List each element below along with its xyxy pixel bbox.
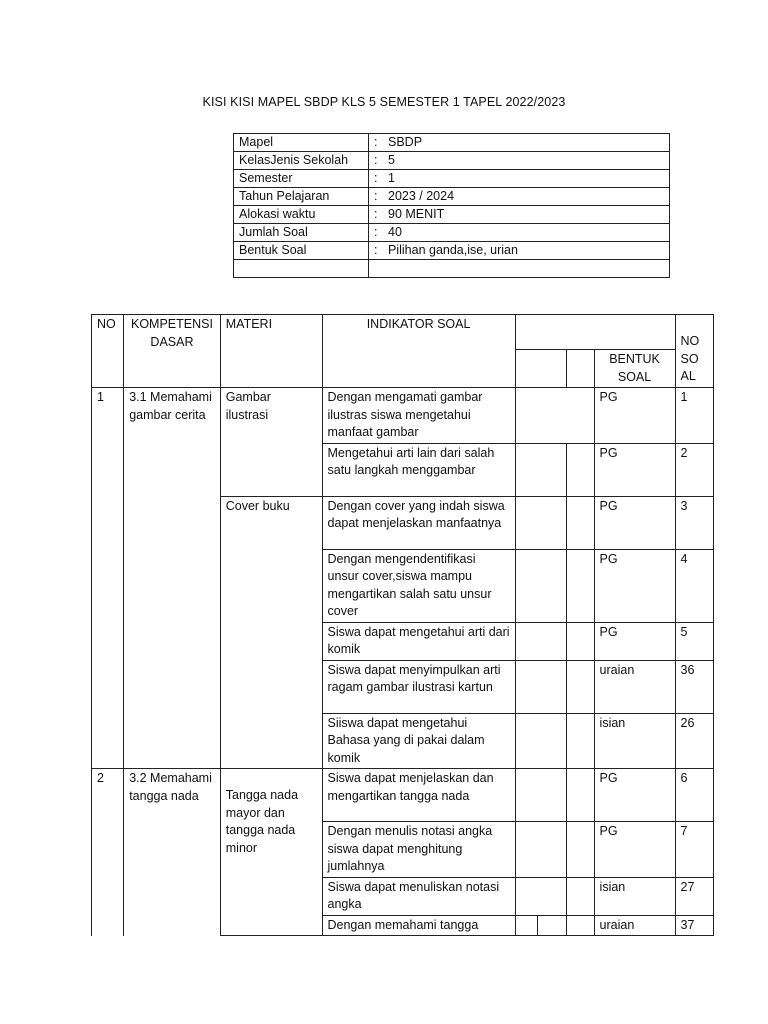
- info-row: [234, 188, 670, 206]
- nosoal-cell: 7: [675, 822, 713, 878]
- indikator-cell: Dengan mengamati gambar ilustras siswa mengetahui manfaat gambar: [322, 388, 515, 444]
- blank-cell: [515, 388, 594, 444]
- table-row: [92, 769, 714, 822]
- info-label: Jumlah Soal: [234, 224, 369, 242]
- nosoal-cell: 2: [675, 443, 713, 496]
- indikator-cell: Dengan menulis notasi angka siswa dapat menghitung jumlahnya: [322, 822, 515, 878]
- info-value-cell: [369, 224, 670, 242]
- group-number: 1: [92, 388, 124, 769]
- competency-basic: 3.1 Memahami gambar cerita: [124, 388, 221, 769]
- competency-basic: 3.2 Memahami tangga nada: [124, 769, 221, 936]
- bentuk-cell: PG: [594, 769, 675, 822]
- indikator-cell: Dengan mengendentifikasi unsur cover,siswa mampu mengartikan salah satu unsur cover: [322, 549, 515, 622]
- header-kompetensi-dasar: KOMPETENSI DASAR: [124, 315, 221, 388]
- indikator-cell: Siswa dapat menuliskan notasi angka: [322, 877, 515, 915]
- header-blank-a: [515, 350, 566, 388]
- nosoal-cell: 3: [675, 496, 713, 549]
- bentuk-cell: PG: [594, 549, 675, 622]
- bentuk-cell: uraian: [594, 660, 675, 713]
- header-no: NO: [92, 315, 124, 388]
- blank-cell: [515, 877, 566, 915]
- info-value: Pilihan ganda,ise, urian: [388, 243, 518, 257]
- bentuk-cell: PG: [594, 388, 675, 444]
- info-row: [234, 242, 670, 260]
- blank-cell: [515, 549, 566, 622]
- bentuk-cell: isian: [594, 713, 675, 769]
- blank-cell: [566, 822, 594, 878]
- nosoal-cell: 1: [675, 388, 713, 444]
- kisi-kisi-table: [91, 314, 714, 936]
- nosoal-cell: 26: [675, 713, 713, 769]
- indikator-cell: Dengan memahami tangga: [322, 915, 515, 936]
- nosoal-cell: 4: [675, 549, 713, 622]
- bentuk-cell: uraian: [594, 915, 675, 936]
- info-row: [234, 170, 670, 188]
- info-label: Mapel: [234, 134, 369, 152]
- info-label: Tahun Pelajaran: [234, 188, 369, 206]
- blank-cell: [566, 769, 594, 822]
- info-row: [234, 206, 670, 224]
- bentuk-cell: PG: [594, 496, 675, 549]
- info-value-cell: [369, 188, 670, 206]
- materi-cell: Tangga nada mayor dan tangga nada minor: [220, 769, 322, 936]
- blank-cell: [566, 622, 594, 660]
- info-value-cell: [369, 170, 670, 188]
- info-value: SBDP: [388, 135, 423, 149]
- nosoal-cell: 6: [675, 769, 713, 822]
- blank-cell: [515, 660, 566, 713]
- info-colon: :: [374, 189, 378, 203]
- info-label-empty: [234, 260, 369, 278]
- info-value: 2023 / 2024: [388, 189, 455, 203]
- info-value-cell: [369, 242, 670, 260]
- bentuk-cell: isian: [594, 877, 675, 915]
- blank-cell: [566, 549, 594, 622]
- materi-cell: Gambar ilustrasi: [220, 388, 322, 497]
- indikator-cell: Dengan cover yang indah siswa dapat menjelaskan manfaatnya: [322, 496, 515, 549]
- info-row: [234, 152, 670, 170]
- blank-cell: [566, 443, 594, 496]
- info-label: Bentuk Soal: [234, 242, 369, 260]
- info-row: [234, 224, 670, 242]
- info-value-cell: [369, 152, 670, 170]
- blank-cell: [515, 443, 566, 496]
- info-colon: :: [374, 171, 378, 185]
- blank-cell: [538, 915, 566, 936]
- subject-info-table: [233, 133, 670, 278]
- nosoal-cell: 36: [675, 660, 713, 713]
- info-value: 1: [388, 171, 395, 185]
- blank-cell: [566, 713, 594, 769]
- header-bentuk-soal: BENTUK SOAL: [594, 350, 675, 388]
- header-materi: MATERI: [220, 315, 322, 388]
- indikator-cell: Siswa dapat menyimpulkan arti ragam gambar ilustrasi kartun: [322, 660, 515, 713]
- blank-cell: [566, 877, 594, 915]
- info-colon: :: [374, 225, 378, 239]
- bentuk-cell: PG: [594, 822, 675, 878]
- info-colon: :: [374, 243, 378, 257]
- info-value-empty: [369, 260, 670, 278]
- blank-cell: [566, 660, 594, 713]
- document-title: KISI KISI MAPEL SBDP KLS 5 SEMESTER 1 TAPEL 2022/2023: [202, 95, 566, 109]
- indikator-cell: Siswa dapat menjelaskan dan mengartikan tangga nada: [322, 769, 515, 822]
- info-label: Alokasi waktu: [234, 206, 369, 224]
- blank-cell: [515, 622, 566, 660]
- info-value: 40: [388, 225, 402, 239]
- blank-cell: [566, 496, 594, 549]
- materi-cell: Cover buku: [220, 496, 322, 769]
- blank-cell: [515, 822, 566, 878]
- nosoal-cell: 27: [675, 877, 713, 915]
- indikator-cell: Mengetahui arti lain dari salah satu langkah menggambar: [322, 443, 515, 496]
- nosoal-cell: 5: [675, 622, 713, 660]
- nosoal-cell: 37: [675, 915, 713, 936]
- indikator-cell: Siiswa dapat mengetahui Bahasa yang di pakai dalam komik: [322, 713, 515, 769]
- info-label: KelasJenis Sekolah: [234, 152, 369, 170]
- info-colon: :: [374, 153, 378, 167]
- indikator-cell: Siswa dapat mengetahui arti dari komik: [322, 622, 515, 660]
- blank-cell: [515, 769, 566, 822]
- bentuk-cell: PG: [594, 622, 675, 660]
- header-merged-blank: [515, 315, 675, 350]
- info-row: [234, 134, 670, 152]
- table-row: [92, 388, 714, 444]
- header-blank-b: [566, 350, 594, 388]
- header-indikator-soal: INDIKATOR SOAL: [322, 315, 515, 388]
- header-no-soal: NO SO AL: [675, 315, 713, 388]
- blank-cell: [566, 915, 594, 936]
- blank-cell: [515, 915, 538, 936]
- header-row: [92, 315, 714, 350]
- blank-cell: [515, 496, 566, 549]
- info-value-cell: [369, 134, 670, 152]
- blank-cell: [515, 713, 566, 769]
- info-row-empty: [234, 260, 670, 278]
- info-value: 90 MENIT: [388, 207, 445, 221]
- info-value-cell: [369, 206, 670, 224]
- info-colon: :: [374, 207, 378, 221]
- group-number: 2: [92, 769, 124, 936]
- info-value: 5: [388, 153, 395, 167]
- bentuk-cell: PG: [594, 443, 675, 496]
- info-label: Semester: [234, 170, 369, 188]
- info-colon: :: [374, 135, 378, 149]
